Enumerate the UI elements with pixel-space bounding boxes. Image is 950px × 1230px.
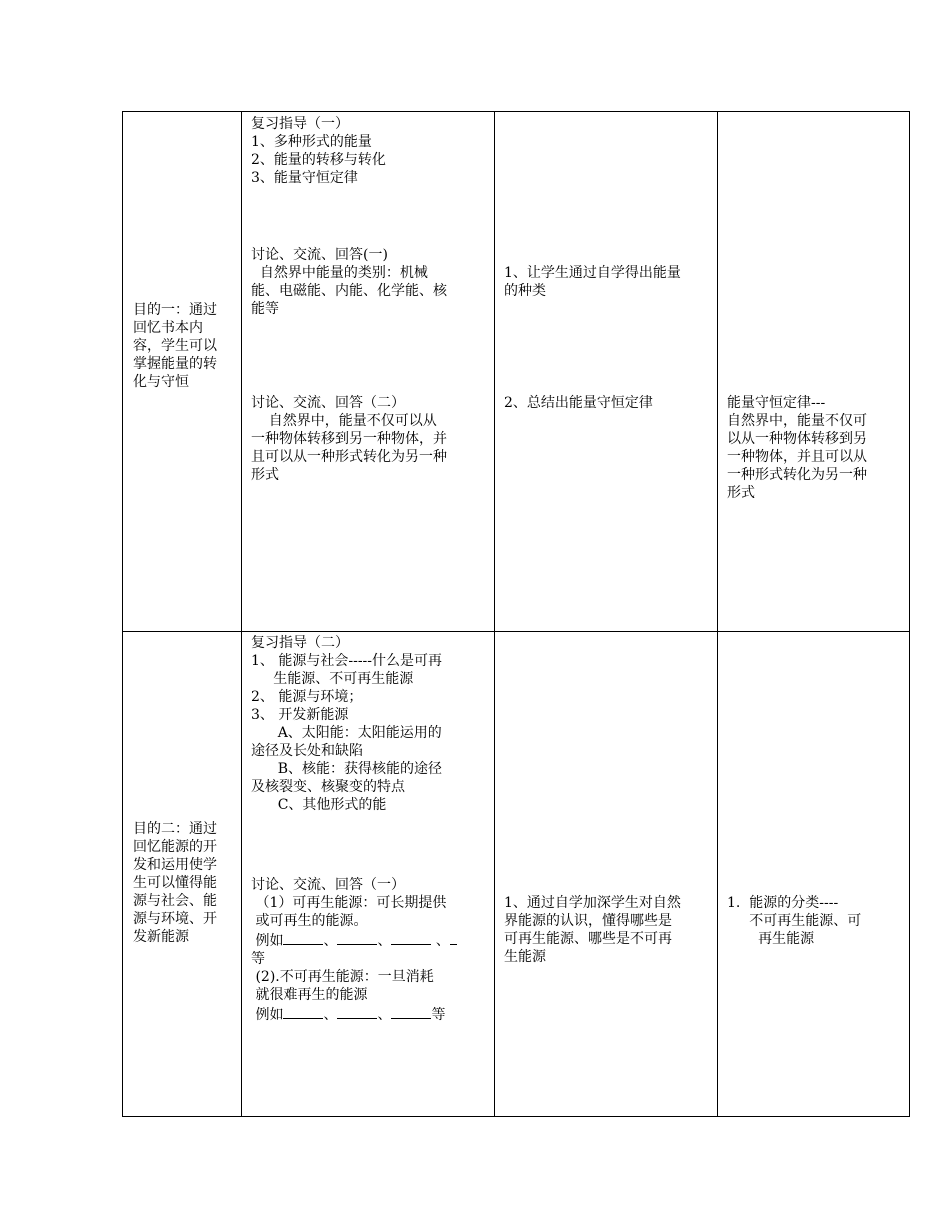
table-row — [123, 632, 910, 1117]
note-line: 不可再生能源、可 — [727, 913, 862, 929]
separator: 、 — [377, 1007, 392, 1023]
goal-line: 化与守恒 — [133, 374, 189, 390]
note-line: 一种物体，并且可以从 — [727, 449, 867, 465]
separator: 、 — [323, 933, 338, 949]
discussion-line: 一种物体转移到另一种物体，并 — [251, 431, 447, 447]
review-guide-line: C、其他形式的能 — [251, 797, 387, 813]
note-line: 能量守恒定律--- — [727, 395, 826, 411]
goal-line: 容，学生可以 — [133, 338, 217, 354]
discussion-1 — [251, 246, 447, 318]
note-text — [727, 394, 867, 502]
goal-text — [125, 820, 225, 946]
review-guide-item: 3、能量守恒定律 — [251, 170, 358, 186]
intent-line: 生能源 — [504, 949, 546, 965]
review-guide-line: 2、 能源与环境； — [251, 689, 363, 705]
goal-line: 掌握能量的转 — [133, 356, 217, 372]
intent-line: 1、通过自学加深学生对自然 — [504, 895, 681, 911]
note-line: 形式 — [727, 485, 755, 501]
note-text — [727, 894, 861, 948]
goal-line: 回忆书本内 — [133, 320, 203, 336]
intent-cell — [495, 112, 718, 632]
example-prefix: 例如 — [251, 1007, 284, 1023]
goal-line: 源与环境、开 — [133, 911, 217, 927]
blank — [283, 930, 323, 945]
note-line: 自然界中，能量不仅可 — [727, 413, 867, 429]
etc-text: 等 — [431, 1007, 446, 1023]
blank — [283, 1004, 323, 1019]
review-guide-title: 复习指导（二） — [251, 635, 349, 651]
review-guide-line: 1、 能源与社会-----什么是可再 — [251, 653, 443, 669]
discussion-title: 讨论、交流、回答（二） — [251, 395, 405, 411]
discussion-line: （1）可再生能源：可长期提供 — [251, 895, 447, 911]
intent-line: 可再生能源、哪些是不可再 — [504, 931, 672, 947]
content-cell — [242, 112, 495, 632]
review-guide-line: A、太阳能：太阳能运用的 — [251, 725, 442, 741]
intent-2 — [504, 394, 653, 412]
blank — [391, 1004, 431, 1019]
goal-text — [125, 301, 225, 391]
goal-line: 目的一：通过 — [133, 302, 217, 318]
discussion-3 — [251, 876, 457, 1024]
review-guide-line: 生能源、不可再生能源 — [251, 671, 414, 687]
note-line: 再生能源 — [727, 931, 815, 947]
goal-line: 生可以懂得能 — [133, 875, 217, 891]
discussion-2 — [251, 394, 447, 484]
discussion-title: 讨论、交流、回答（一） — [251, 877, 405, 893]
separator: 、 — [377, 933, 392, 949]
intent-cell — [495, 632, 718, 1117]
intent-1 — [504, 264, 681, 300]
intent-line: 的种类 — [504, 283, 546, 299]
goal-line: 发和运用使学 — [133, 857, 217, 873]
review-guide-line: 3、 开发新能源 — [251, 707, 349, 723]
goal-line: 发新能源 — [133, 929, 189, 945]
discussion-line: 自然界中能量的类别：机械 — [251, 265, 428, 281]
intent-line: 1、让学生通过自学得出能量 — [504, 265, 681, 281]
discussion-line: 能、电磁能、内能、化学能、核 — [251, 283, 447, 299]
note-line: 一种形式转化为另一种 — [727, 467, 867, 483]
discussion-line: 或可再生的能源。 — [251, 913, 368, 929]
review-guide-1 — [251, 115, 386, 187]
note-line: 1. 能源的分类---- — [727, 895, 839, 911]
note-cell — [718, 632, 910, 1117]
review-guide-2 — [251, 634, 442, 814]
blank — [337, 1004, 377, 1019]
discussion-line: (2).不可再生能源：一旦消耗 — [251, 969, 434, 985]
example-blanks-row — [251, 930, 457, 950]
separator: 、 — [323, 1007, 338, 1023]
discussion-line: 形式 — [251, 467, 279, 483]
blank — [391, 930, 431, 945]
note-line: 以从一种物体转移到另 — [727, 431, 867, 447]
intent-line: 界能源的认识，懂得哪些是 — [504, 913, 672, 929]
etc-text: 等 — [251, 951, 265, 967]
goal-line: 目的二：通过 — [133, 821, 217, 837]
review-guide-line: B、核能：获得核能的途径 — [251, 761, 442, 777]
goal-line: 回忆能源的开 — [133, 839, 217, 855]
discussion-line: 自然界中，能量不仅可以从 — [251, 413, 437, 429]
lesson-table — [122, 111, 910, 1117]
example-blanks-row — [251, 1004, 457, 1024]
goal-cell — [123, 632, 242, 1117]
review-guide-line: 及核裂变、核聚变的特点 — [251, 779, 405, 795]
table-row — [123, 112, 910, 632]
content-cell — [242, 632, 495, 1117]
separator: 、 — [435, 933, 450, 949]
discussion-line: 能等 — [251, 301, 279, 317]
intent-3 — [504, 894, 681, 966]
note-cell — [718, 112, 910, 632]
discussion-line: 且可以从一种形式转化为另一种 — [251, 449, 447, 465]
discussion-line: 就很难再生的能源 — [251, 987, 368, 1003]
goal-cell — [123, 112, 242, 632]
review-guide-item: 1、多种形式的能量 — [251, 134, 372, 150]
goal-line: 源与社会、能 — [133, 893, 217, 909]
review-guide-item: 2、能量的转移与转化 — [251, 152, 386, 168]
review-guide-line: 途径及长处和缺陷 — [251, 743, 363, 759]
intent-line: 2、总结出能量守恒定律 — [504, 395, 653, 411]
example-prefix: 例如 — [251, 933, 284, 949]
review-guide-title: 复习指导（一） — [251, 116, 349, 132]
blank — [450, 930, 457, 945]
discussion-title: 讨论、交流、回答(一) — [251, 247, 388, 263]
blank — [337, 930, 377, 945]
